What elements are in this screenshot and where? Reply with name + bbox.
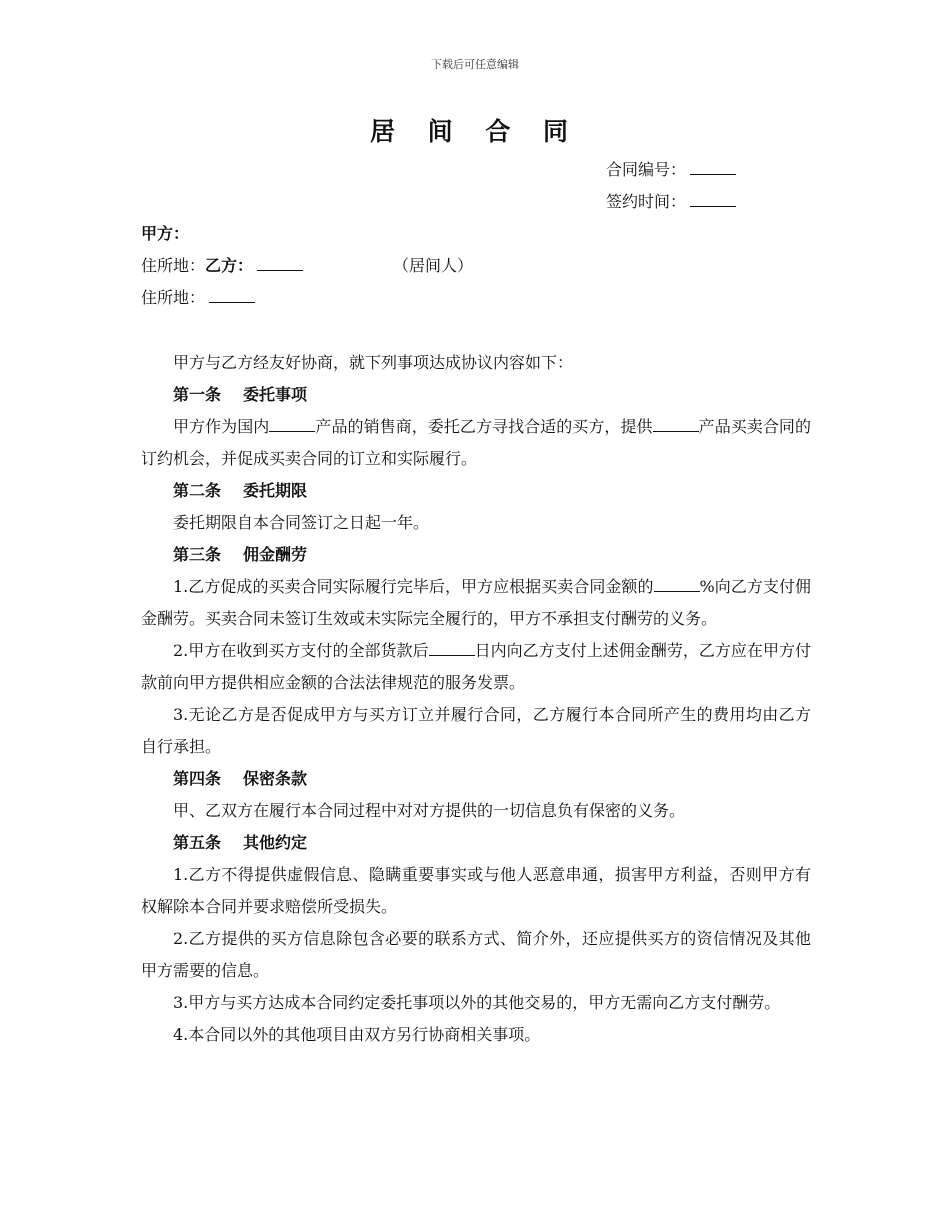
intro-paragraph: 甲方与乙方经友好协商，就下列事项达成协议内容如下：: [173, 353, 574, 372]
article-1-text-3: 产品买卖合同的订约机会，并促成买卖合同的订立和实际履行。: [141, 417, 811, 468]
article-3-text-2: %向乙方支付佣金酬劳。买卖合同未签订生效或未实际完全履行的，甲方不承担支付酬劳的义务。: [141, 577, 811, 628]
payment-days-blank: [429, 641, 475, 656]
article-4-heading: [141, 763, 811, 795]
article-1-text-2: 产品的销售商，委托乙方寻找合适的买方，提供: [315, 417, 653, 436]
party-a-address-line: [141, 253, 473, 276]
commission-rate-blank: [654, 577, 700, 592]
article-3-text-4: 日内向乙方支付上述佣金酬劳，乙方应在甲方付款前向甲方提供相应金额的合法法律规范的服务发票。: [141, 641, 811, 692]
article-5-paragraph-3: 3.甲方与买方达成本合同约定委托事项以外的其他交易的，甲方无需向乙方支付酬劳。: [173, 993, 781, 1012]
contract-number-blank: [690, 160, 736, 175]
article-5-paragraph-2: 2.乙方提供的买方信息除包含必要的联系方式、简介外，还应提供买方的资信情况及其他甲方需要的信息。: [141, 929, 811, 980]
party-b-address-label: 住所地：: [141, 288, 206, 307]
contract-number-label: 合同编号：: [606, 160, 687, 179]
article-4-number: 第四条: [173, 769, 222, 788]
party-b-blank: [257, 256, 303, 271]
article-1-title: 委托事项: [243, 385, 308, 404]
article-3-paragraph-3: 3.无论乙方是否促成甲方与买方订立并履行合同，乙方履行本合同所产生的费用均由乙方自行承担。: [141, 705, 811, 756]
header-note: 下载后可任意编辑: [431, 58, 519, 71]
article-4-title: 保密条款: [243, 769, 308, 788]
sign-time-label: 签约时间：: [606, 192, 687, 211]
article-3-text-3: 2.甲方在收到买方支付的全部货款后: [173, 641, 429, 660]
sign-time-blank: [690, 192, 736, 207]
article-5-paragraph-4: 4.本合同以外的其他项目由双方另行协商相关事项。: [173, 1025, 541, 1044]
article-3-text-1: 1.乙方促成的买卖合同实际履行完毕后，甲方应根据买卖合同金额的: [173, 577, 654, 596]
article-1-heading: [141, 379, 811, 411]
article-2-number: 第二条: [173, 481, 222, 500]
party-b-address-line: [141, 285, 255, 308]
article-5-heading: [141, 827, 811, 859]
product-blank-1: [269, 417, 315, 432]
article-3-number: 第三条: [173, 545, 222, 564]
article-3-title: 佣金酬劳: [243, 545, 308, 564]
sign-time-line: [606, 189, 736, 212]
contract-body: [141, 347, 811, 1051]
article-2-heading: [141, 475, 811, 507]
party-b-note: （居间人）: [393, 256, 474, 275]
article-3-paragraph-1: [141, 571, 811, 635]
article-3-heading: [141, 539, 811, 571]
article-2-title: 委托期限: [243, 481, 308, 500]
article-2-paragraph: 委托期限自本合同签订之日起一年。: [173, 513, 430, 532]
party-a-address-label: 住所地：: [141, 256, 206, 275]
document-title: 居 间 合 同: [369, 117, 581, 146]
party-b-label: 乙方：: [205, 256, 254, 275]
article-1-paragraph: [141, 411, 811, 475]
contract-number-line: [606, 157, 736, 180]
product-blank-2: [653, 417, 699, 432]
article-1-text-1: 甲方作为国内: [173, 417, 270, 436]
article-5-title: 其他约定: [243, 833, 308, 852]
party-a-label: 甲方：: [141, 224, 190, 243]
party-b-address-blank: [209, 288, 255, 303]
article-4-paragraph: 甲、乙双方在履行本合同过程中对对方提供的一切信息负有保密的义务。: [173, 801, 686, 820]
article-3-paragraph-2: [141, 635, 811, 699]
article-5-number: 第五条: [173, 833, 222, 852]
article-5-paragraph-1: 1.乙方不得提供虚假信息、隐瞒重要事实或与他人恶意串通，损害甲方利益，否则甲方有权解除本合同并要求赔偿所受损失。: [141, 865, 811, 916]
article-1-number: 第一条: [173, 385, 222, 404]
